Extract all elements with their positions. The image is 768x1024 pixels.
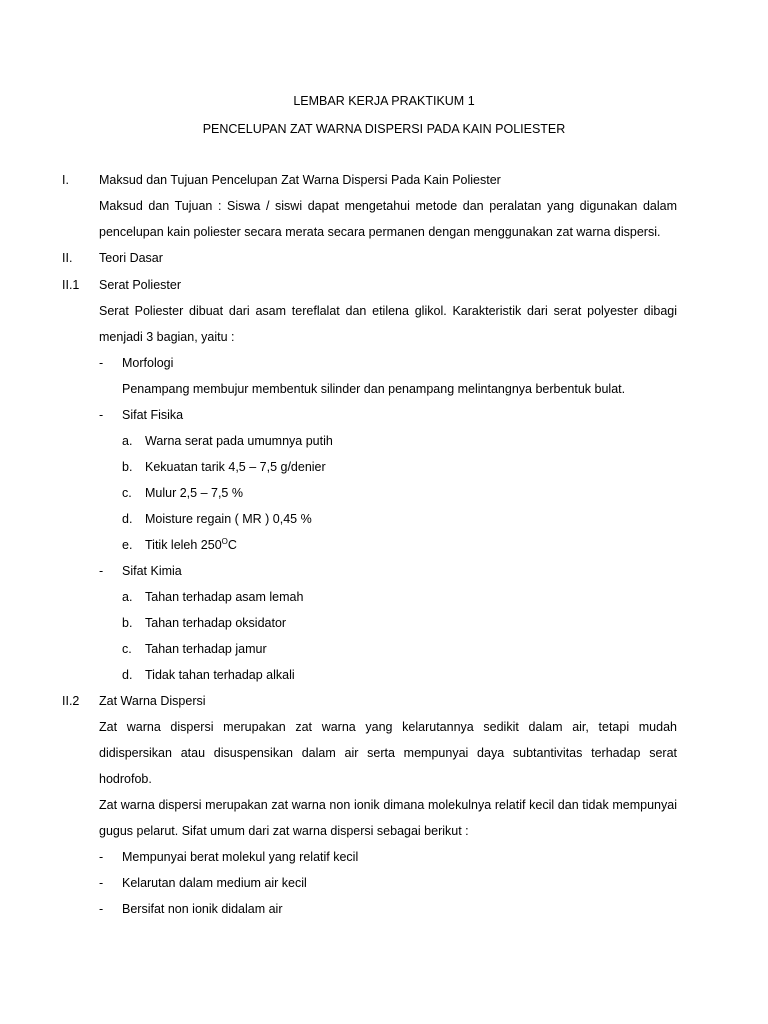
bullet-dash: - xyxy=(99,902,104,916)
list-item: Mulur 2,5 – 7,5 % xyxy=(145,486,243,500)
morfologi-text: Penampang membujur membentuk silinder dan penampang melintangnya berbentuk bulat. xyxy=(122,382,626,396)
section-2-1-heading: Serat Poliester xyxy=(99,278,181,292)
list-item-letter: c. xyxy=(122,642,132,656)
list-item-letter: b. xyxy=(122,460,133,474)
list-item-letter: a. xyxy=(122,434,133,448)
list-item-letter: d. xyxy=(122,668,133,682)
titik-leleh-text: Titik leleh 250 xyxy=(145,538,222,552)
section-2-2-para-1-line-3: hodrofob. xyxy=(99,772,152,786)
celsius-unit: C xyxy=(227,538,237,552)
document-title: LEMBAR KERJA PRAKTIKUM 1 xyxy=(293,94,475,108)
section-2-2-para-1-line-1: Zat warna dispersi merupakan zat warna yang kelarutannya sedikit dalam air, tetapi mudah xyxy=(99,720,677,734)
section-2-heading: Teori Dasar xyxy=(99,251,163,265)
section-2-1-text-line-2: menjadi 3 bagian, yaitu : xyxy=(99,330,235,344)
sifat-kimia-dash: - xyxy=(99,564,104,578)
section-1-heading: Maksud dan Tujuan Pencelupan Zat Warna Dispersi Pada Kain Poliester xyxy=(99,173,501,187)
bullet-item: Bersifat non ionik didalam air xyxy=(122,902,283,916)
section-1-text-line-2: pencelupan kain poliester secara merata secara permanen dengan menggunakan zat warna dispersi. xyxy=(99,225,661,239)
section-1-text-line-1: Maksud dan Tujuan : Siswa / siswi dapat mengetahui metode dan peralatan yang digunakan dalam xyxy=(99,199,677,213)
degree-superscript: O xyxy=(221,537,228,546)
list-item-letter: b. xyxy=(122,616,133,630)
morfologi-dash: - xyxy=(99,356,104,370)
document-subtitle: PENCELUPAN ZAT WARNA DISPERSI PADA KAIN POLIESTER xyxy=(202,122,566,136)
section-2-2-para-2-line-2: gugus pelarut. Sifat umum dari zat warna dispersi sebagai berikut : xyxy=(99,824,469,838)
list-item-letter: d. xyxy=(122,512,133,526)
morfologi-label: Morfologi xyxy=(122,356,174,370)
section-2-2-para-1-line-2: didispersikan atau disuspensikan dalam air serta mempunyai daya subtantivitas terhadap serat xyxy=(99,746,677,760)
bullet-dash: - xyxy=(99,850,104,864)
sifat-kimia-label: Sifat Kimia xyxy=(122,564,182,578)
section-2-2-heading: Zat Warna Dispersi xyxy=(99,694,206,708)
list-item-titik-leleh xyxy=(145,537,237,553)
list-item: Tahan terhadap oksidator xyxy=(145,616,287,630)
list-item: Moisture regain ( MR ) 0,45 % xyxy=(145,512,312,526)
bullet-item: Kelarutan dalam medium air kecil xyxy=(122,876,307,890)
section-1-number: I. xyxy=(62,173,69,187)
bullet-dash: - xyxy=(99,876,104,890)
list-item-letter: e. xyxy=(122,538,133,552)
list-item: Tahan terhadap asam lemah xyxy=(145,590,304,604)
section-2-1-number: II.1 xyxy=(62,278,80,292)
sifat-fisika-label: Sifat Fisika xyxy=(122,408,184,422)
sifat-fisika-dash: - xyxy=(99,408,104,422)
list-item: Tahan terhadap jamur xyxy=(145,642,267,656)
list-item-letter: a. xyxy=(122,590,133,604)
section-2-number: II. xyxy=(62,251,73,265)
bullet-item: Mempunyai berat molekul yang relatif kecil xyxy=(122,850,359,864)
list-item: Tidak tahan terhadap alkali xyxy=(145,668,295,682)
section-2-2-number: II.2 xyxy=(62,694,80,708)
list-item: Kekuatan tarik 4,5 – 7,5 g/denier xyxy=(145,460,326,474)
section-2-2-para-2-line-1: Zat warna dispersi merupakan zat warna non ionik dimana molekulnya relatif kecil dan tidak mempunyai xyxy=(99,798,677,812)
section-2-1-text-line-1: Serat Poliester dibuat dari asam tereflalat dan etilena glikol. Karakteristik dari serat polyester dibagi xyxy=(99,304,677,318)
list-item-letter: c. xyxy=(122,486,132,500)
list-item: Warna serat pada umumnya putih xyxy=(145,434,333,448)
